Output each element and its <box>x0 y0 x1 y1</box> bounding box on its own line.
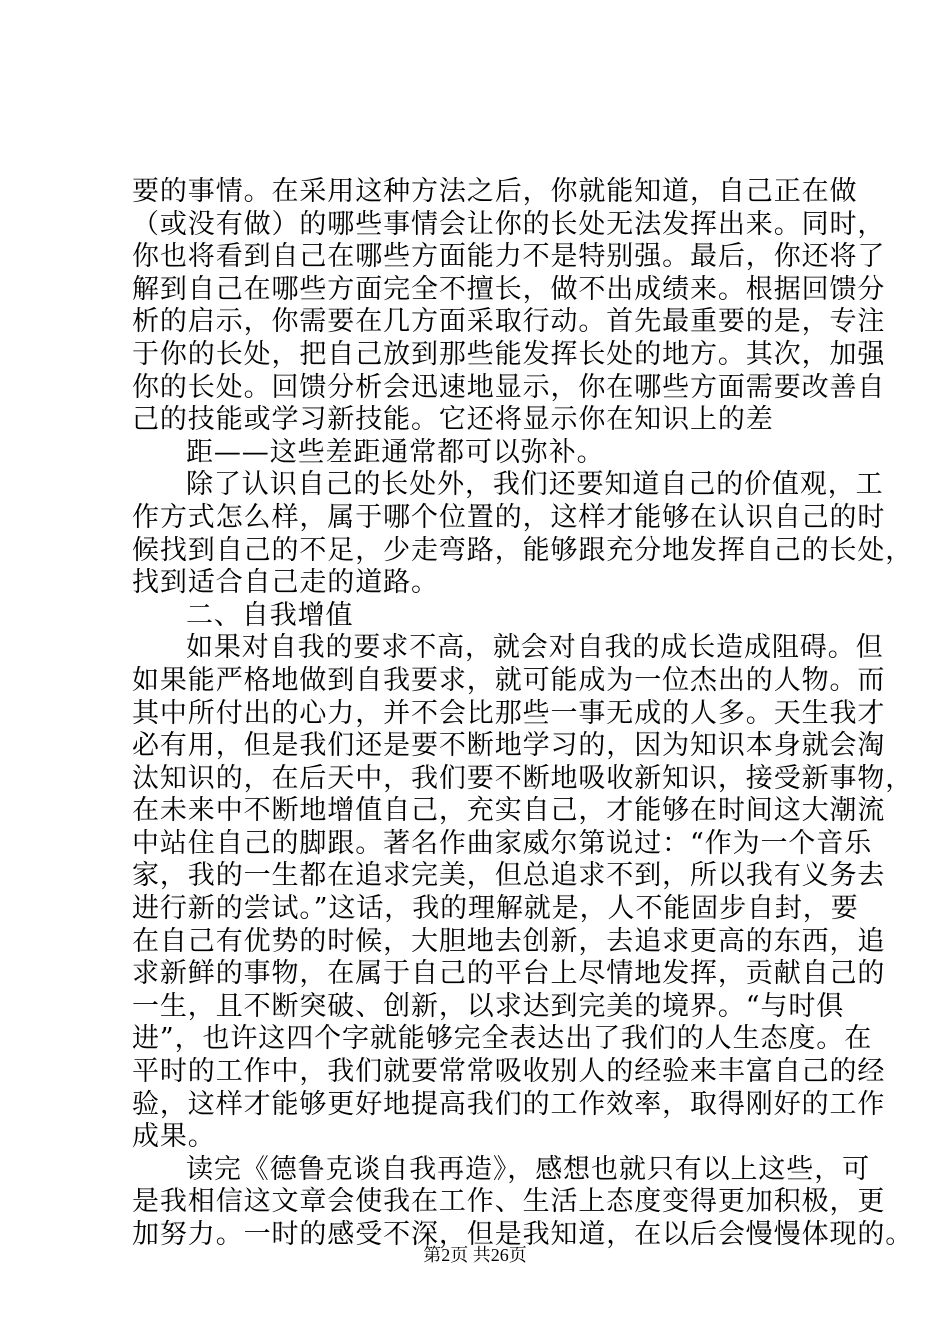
text-line: 在未来中不断地增值自己，充实自己，才能够在时间这大潮流 <box>132 795 886 827</box>
text-line: 你也将看到自己在哪些方面能力不是特别强。最后，你还将了 <box>132 241 886 273</box>
text-line: 在自己有优势的时候，大胆地去创新，去追求更高的东西，追 <box>132 925 886 957</box>
text-line: 一生，且不断突破、创新，以求达到完美的境界。“与时俱 <box>132 990 845 1022</box>
page-number-footer: 第2页 共26页 <box>423 1245 527 1265</box>
text-line: 候找到自己的不足，少走弯路，能够跟充分地发挥自己的长处， <box>132 534 914 566</box>
text-line: 析的启示，你需要在几方面采取行动。首先最重要的是，专注 <box>132 306 886 338</box>
text-line: 成果。 <box>132 1121 216 1153</box>
text-line: 进行新的尝试。”这话，我的理解就是，人不能固步自封，要 <box>132 893 859 925</box>
text-line: 家，我的一生都在追求完美，但总追求不到，所以我有义务去 <box>132 860 886 892</box>
text-line: 读完《德鲁克谈自我再造》，感想也就只有以上这些，可 <box>186 1153 870 1185</box>
text-line: 必有用，但是我们还是要不断地学习的，因为知识本身就会淘 <box>132 730 886 762</box>
text-line: 于你的长处，把自己放到那些能发挥长处的地方。其次，加强 <box>132 338 886 370</box>
text-line: 进”，也许这四个字就能够完全表达出了我们的人生态度。在 <box>132 1023 873 1055</box>
text-line: （或没有做）的哪些事情会让你的长处无法发挥出来。同时， <box>132 208 886 240</box>
text-line: 己的技能或学习新技能。它还将显示你在知识上的差 <box>132 404 774 436</box>
text-line: 如果对自我的要求不高，就会对自我的成长造成阻碍。但 <box>186 632 884 664</box>
text-line: 求新鲜的事物，在属于自己的平台上尽情地发挥，贡献自己的 <box>132 958 886 990</box>
text-line: 二、自我增值 <box>186 599 354 631</box>
text-line: 汰知识的，在后天中，我们要不断地吸收新知识，接受新事物， <box>132 762 914 794</box>
text-line: 作方式怎么样，属于哪个位置的，这样才能够在认识自己的时 <box>132 501 886 533</box>
text-line: 找到适合自己走的道路。 <box>132 567 439 599</box>
text-line: 是我相信这文章会使我在工作、生活上态度变得更加积极，更 <box>132 1186 886 1218</box>
text-line: 除了认识自己的长处外，我们还要知道自己的价值观，工 <box>186 469 884 501</box>
text-line: 你的长处。回馈分析会迅速地显示，你在哪些方面需要改善自 <box>132 371 886 403</box>
text-line: 平时的工作中，我们就要常常吸收别人的经验来丰富自己的经 <box>132 1056 886 1088</box>
text-line: 解到自己在哪些方面完全不擅长，做不出成绩来。根据回馈分 <box>132 273 886 305</box>
text-line: 验，这样才能够更好地提高我们的工作效率，取得刚好的工作 <box>132 1088 886 1120</box>
text-line: 其中所付出的心力，并不会比那些一事无成的人多。天生我才 <box>132 697 886 729</box>
text-line: 如果能严格地做到自我要求，就可能成为一位杰出的人物。而 <box>132 664 886 696</box>
document-body <box>132 176 914 1252</box>
text-line: 中站住自己的脚跟。著名作曲家威尔第说过：“作为一个音乐 <box>132 827 873 859</box>
text-line: 要的事情。在采用这种方法之后，你就能知道，自己正在做 <box>132 176 858 207</box>
text-line: 距——这些差距通常都可以弥补。 <box>186 436 605 468</box>
text-line: 加努力。一时的感受不深，但是我知道，在以后会慢慢体现的。 <box>132 1219 914 1250</box>
